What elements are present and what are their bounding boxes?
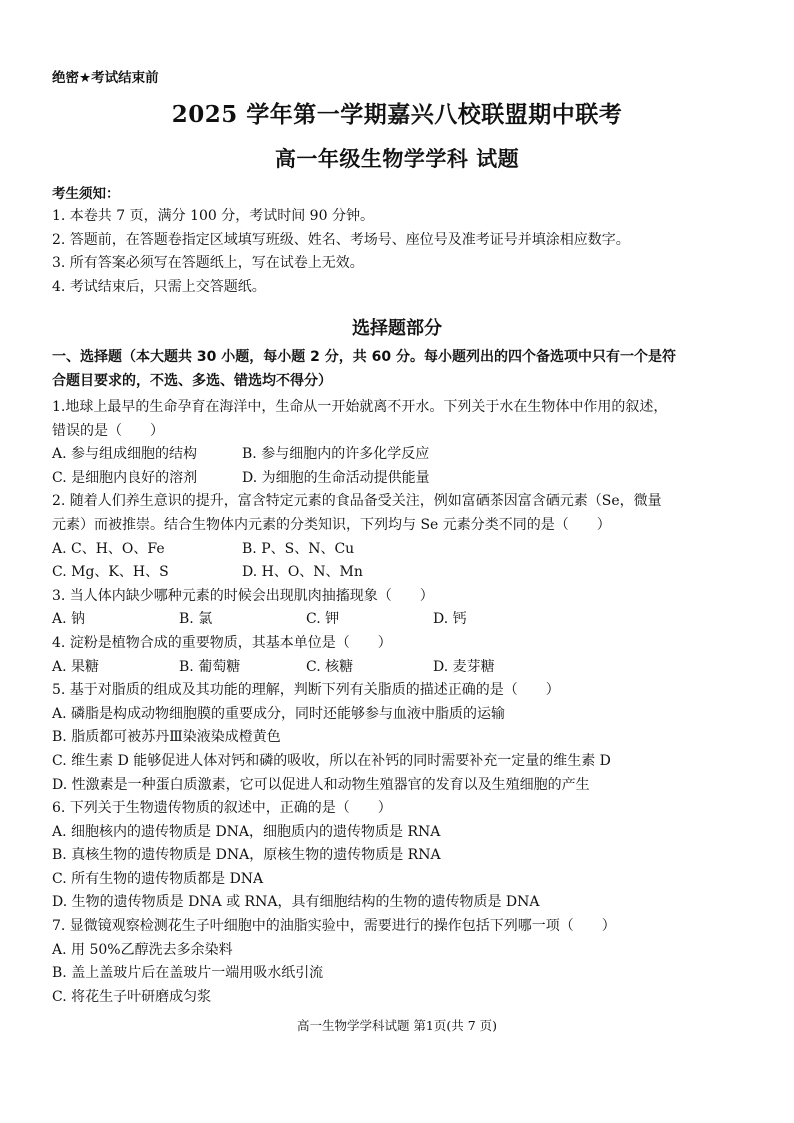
option-d: D. 性激素是一种蛋白质激素，它可以促进人和动物生殖器官的发育以及生殖细胞的产生 [52,776,590,793]
option-b: B. 盖上盖玻片后在盖玻片一端用吸水纸引流 [52,965,324,982]
option-a: A. 用 50%乙醇洗去多余染料 [52,941,233,958]
option-a: A. C、H、O、Fe [52,540,165,557]
option-b: B. 葡萄糖 [179,658,241,675]
question-list [52,396,752,1009]
candidate-notice [52,183,752,299]
option-a: A. 参与组成细胞的结构 [52,446,198,463]
question-5 [52,679,752,797]
question-stem: 6. 下列关于生物遗传物质的叙述中，正确的是（ ） [52,800,392,817]
question-stem: 2. 随着人们养生意识的提升，富含特定元素的食品备受关注，例如富硒茶因富含硒元素（Se，微量 [52,493,662,510]
exam-title: 2025 学年第一学期嘉兴八校联盟期中联考 [171,101,623,128]
option-c: C. 将花生子叶研磨成匀浆 [52,988,212,1005]
option-d: D. 麦芽糖 [433,658,495,675]
instruction-line: 一、选择题（本大题共 30 小题，每小题 2 分，共 60 分。每小题列出的四个备选项中只有一个是符 [52,349,676,365]
option-c: C. 是细胞内良好的溶剂 [52,469,198,486]
option-b: B. P、S、N、Cu [242,540,355,557]
question-stem: 1.地球上最早的生命孕育在海洋中，生命从一开始就离不开水。下列关于水在生物体中作用的叙述， [52,399,668,415]
option-c: C. 核糖 [306,658,354,675]
option-a: A. 钠 [52,611,86,628]
notice-item: 4. 考试结束后，只需上交答题纸。 [52,278,266,295]
option-a: A. 果糖 [52,658,100,675]
notice-item: 2. 答题前，在答题卷指定区域填写班级、姓名、考场号、座位号及准考证号并填涂相应数字。 [52,231,630,248]
notice-item: 1. 本卷共 7 页，满分 100 分，考试时间 90 分钟。 [52,208,374,224]
option-b: B. 参与细胞内的许多化学反应 [242,446,430,463]
option-b: B. 氯 [179,611,213,628]
notice-heading: 考生须知： [52,186,120,202]
question-stem: 5. 基于对脂质的组成及其功能的理解，判断下列有关脂质的描述正确的是（ ） [52,682,560,699]
question-4 [52,632,752,679]
question-3 [52,585,752,632]
question-stem: 7. 显微镜观察检测花生子叶细胞中的油脂实验中，需要进行的操作包括下列哪一项（ ） [52,918,616,935]
option-c: C. 所有生物的遗传物质都是 DNA [52,870,264,887]
option-d: D. H、O、N、Mn [242,564,363,581]
option-c: C. 钾 [306,611,340,628]
option-c: C. Mg、K、H、S [52,564,169,581]
option-c: C. 维生素 D 能够促进人体对钙和磷的吸收，所以在补钙的同时需要补充一定量的维生素 D [52,752,611,769]
question-stem: 错误的是（ ） [52,422,164,439]
instruction-line: 合题目要求的，不选、多选、错选均不得分） [52,372,332,389]
question-stem: 3. 当人体内缺少哪种元素的时候会出现肌肉抽搐现象（ ） [52,587,434,604]
option-b: B. 脂质都可被苏丹Ⅲ染液染成橙黄色 [52,729,281,746]
option-d: D. 钙 [433,611,467,628]
exam-subtitle: 高一年级生物学学科 试题 [274,146,520,171]
question-2 [52,490,752,584]
page-footer: 高一生物学学科试题 第1页(共 7 页) [296,1018,498,1033]
question-7 [52,915,752,1009]
question-6 [52,797,752,915]
question-1 [52,396,752,490]
option-a: A. 细胞核内的遗传物质是 DNA，细胞质内的遗传物质是 RNA [52,823,441,840]
question-stem: 4. 淀粉是植物合成的重要物质，其基本单位是（ ） [52,634,392,651]
option-d: D. 为细胞的生命活动提供能量 [242,469,430,486]
option-b: B. 真核生物的遗传物质是 DNA，原核生物的遗传物质是 RNA [52,847,441,864]
confidential-label: 绝密★考试结束前 [52,70,159,86]
option-a: A. 磷脂是构成动物细胞膜的重要成分，同时还能够参与血液中脂质的运输 [52,705,506,722]
question-stem: 元素）而被推崇。结合生物体内元素的分类知识，下列均与 Se 元素分类不同的是（ ） [52,516,611,533]
section-instruction [52,346,752,393]
notice-item: 3. 所有答案必须写在答题纸上，写在试卷上无效。 [52,255,364,272]
section-title: 选择题部分 [352,318,442,339]
option-d: D. 生物的遗传物质是 DNA 或 RNA，具有细胞结构的生物的遗传物质是 DNA [52,894,540,911]
